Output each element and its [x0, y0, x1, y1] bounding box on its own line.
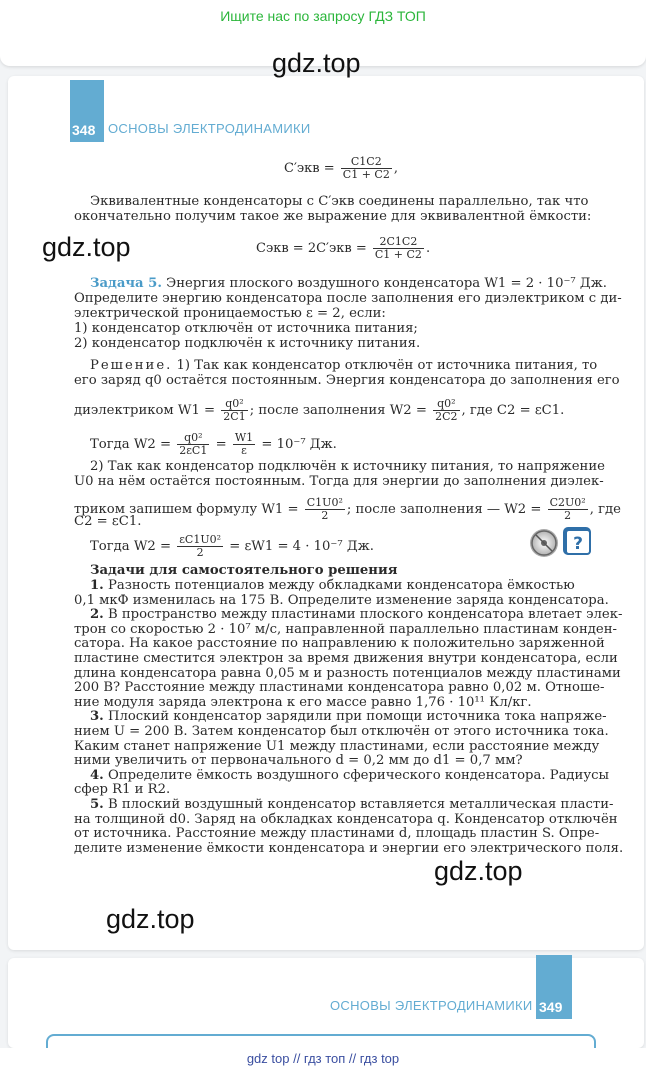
- problem-text: 0,1 мкФ изменилась на 175 В. Определите изменение заряда конденсатора.: [74, 592, 609, 608]
- equation-c-prime: [284, 156, 398, 181]
- task5-line3: электрической проницаемостью ε = 2, если:: [74, 306, 386, 321]
- sol-where: , где C2 = εC1.: [461, 403, 565, 418]
- sol-t2-res: = εW1 = 4 · 10⁻⁷ Дж.: [229, 539, 374, 554]
- self-study-line: [90, 768, 609, 783]
- problem-text: 200 В? Расстояние между пластинами конденсатора равно 0,02 м. Отноше-: [74, 680, 605, 696]
- sol-w2: W2 =: [389, 403, 427, 418]
- sol-t1-den: 2εC1: [179, 444, 208, 457]
- solution-line2: его заряд q0 остаётся постоянным. Энергия конденсатора до заполнения его: [74, 373, 620, 388]
- problem-text: сфер R1 и R2.: [74, 782, 171, 798]
- problem-text: ние модуля заряда электрона к его массе равно 1,76 · 10¹¹ Кл/кг.: [74, 694, 532, 710]
- sol-dielectric: диэлектриком: [74, 403, 174, 418]
- problem-number: 1.: [90, 578, 104, 593]
- footer-bar: [0, 1048, 646, 1076]
- problem-text: Плоский конденсатор зарядили при помощи источника тока напряже-: [103, 709, 607, 725]
- sol-w1-den: 2C1: [223, 410, 246, 423]
- problem-number: 5.: [90, 797, 104, 812]
- sol-w2-den: 2C2: [435, 410, 458, 423]
- sol-t1-lhs: W2 =: [133, 437, 172, 452]
- problem-text: делите изменение ёмкости конденсатора и энергии его электрического поля.: [74, 840, 624, 856]
- eq1-end: ,: [393, 161, 398, 176]
- task5-line5: 2) конденсатор подключён к источнику питания.: [74, 336, 421, 351]
- sol-t1-res: = 10⁻⁷ Дж.: [261, 437, 337, 452]
- sol-t2-den: 2: [196, 546, 204, 559]
- solution-line6: U0 на нём остаётся постоянным. Тогда для энергии до заполнения диэлек-: [74, 474, 604, 489]
- eq1-den: C1 + C2: [342, 168, 390, 181]
- page-number-block: [70, 80, 104, 142]
- solution-text1: 1) Так как конденсатор отключён от источника питания, то: [176, 358, 598, 373]
- eq2-num: 2C1C2: [373, 236, 424, 249]
- self-study-line: [74, 636, 605, 651]
- problem-number: 2.: [90, 607, 104, 623]
- watermark: gdz.top: [272, 48, 361, 78]
- self-study-line: [74, 680, 604, 695]
- para1-line1: Эквивалентные конденсаторы с C′экв соединены параллельно, так что: [90, 194, 589, 209]
- eq2-den: C1 + C2: [374, 248, 422, 261]
- problem-text: В пространство между пластинами плоского конденсатора влетает элек-: [103, 607, 623, 623]
- sol-w1: W1 =: [177, 403, 216, 418]
- solution-line7: [74, 497, 621, 522]
- task5-label: Задача 5.: [90, 276, 162, 291]
- sol-t1-num: q0²: [177, 432, 209, 445]
- help-question-icon[interactable]: [563, 527, 591, 555]
- eq2-lhs: Cэкв = 2C′экв =: [256, 241, 367, 256]
- problem-text: нием U = 200 В. Затем конденсатор был отключён от этого источника тока.: [74, 724, 609, 739]
- solution-label: Решение.: [90, 358, 173, 373]
- self-study-line: [74, 739, 599, 754]
- problem-text: сатора. На какое расстояние по направлению к положительно заряженной: [74, 636, 605, 652]
- self-study-line: [90, 607, 622, 622]
- watermark: gdz.top: [106, 904, 195, 934]
- problem-text: В плоский воздушный конденсатор вставляется металлическая пласти-: [103, 797, 614, 812]
- solution-line3: [74, 398, 564, 423]
- problem-text: ними увеличить от первоначального d = 0,2 мм до d1 = 0,7 мм?: [74, 753, 523, 769]
- task5-text1: Энергия плоского воздушного конденсатора W1 = 2 · 10⁻⁷ Дж.: [166, 276, 607, 291]
- sol-w1-num: q0²: [221, 398, 247, 411]
- banner-text[interactable]: Ищите нас по запросу ГДЗ ТОП: [220, 8, 426, 24]
- problem-number: 4.: [90, 767, 104, 783]
- sol-w1b: W1 =: [261, 502, 299, 517]
- sol-after2: ; после заполнения —: [346, 502, 501, 517]
- sol-t1-num2: W1: [234, 431, 254, 444]
- sol-t1-eq: =: [215, 437, 227, 452]
- self-study-line: [74, 812, 618, 827]
- task5-line1: [90, 276, 607, 291]
- eq2-end: .: [425, 241, 431, 256]
- self-study-line: [74, 695, 532, 710]
- self-study-line: [74, 651, 618, 666]
- sol-w1b-num: C1U0²: [306, 496, 343, 509]
- problem-text: Определите ёмкость воздушного сферического конденсатора. Радиусы: [103, 767, 609, 783]
- self-study-line: [90, 709, 607, 724]
- self-study-line: [74, 782, 170, 797]
- sol-t1-den2: ε: [241, 444, 247, 457]
- problem-text: пластине сместится электрон за время движения внутри конденсатора, если: [74, 651, 618, 666]
- para1-line2: окончательно получим такое же выражение для эквивалентной ёмкости:: [74, 209, 592, 224]
- problem-text: Разность потенциалов между обкладками конденсатора ёмкостью: [103, 578, 575, 593]
- sol-where2: , где: [589, 502, 621, 517]
- solution-line1: [90, 358, 597, 373]
- sol-then1: Тогда: [90, 437, 130, 452]
- sol-t2-num: εC1U0²: [179, 533, 222, 546]
- eq1-lhs: C′экв =: [284, 161, 335, 176]
- self-study-line: [90, 578, 575, 593]
- self-study-line: [74, 666, 621, 681]
- solution-line9: [90, 534, 374, 559]
- self-study-line: [74, 753, 523, 768]
- self-study-line: [74, 841, 623, 856]
- page2-running-head: ОСНОВЫ ЭЛЕКТРОДИНАМИКИ: [330, 998, 533, 1013]
- sol-t2-lhs: W2 =: [133, 539, 172, 554]
- sol-then2: Тогда: [90, 539, 130, 554]
- self-study-line: [74, 593, 609, 608]
- problem-text: Каким станет напряжение U1 между пластинами, если расстояние между: [74, 738, 600, 754]
- page-number: 348: [72, 122, 96, 138]
- task5-line2: Определите энергию конденсатора после заполнения его диэлектриком с ди-: [74, 291, 622, 306]
- footer-links[interactable]: gdz top // гдз топ // гдз top: [246, 1051, 400, 1066]
- problem-text: длина конденсатора равна 0,05 м и разность потенциалов между пластинами: [74, 665, 621, 681]
- solution-line4: [90, 432, 337, 457]
- task5-line4: 1) конденсатор отключён от источника питания;: [74, 321, 418, 336]
- solution-line8: C2 = εC1.: [74, 514, 142, 529]
- sol-formula: триком запишем формулу: [74, 502, 258, 517]
- self-study-title: Задачи для самостоятельного решения: [90, 563, 398, 578]
- page2-number: 349: [539, 999, 563, 1015]
- running-head: ОСНОВЫ ЭЛЕКТРОДИНАМИКИ: [108, 121, 311, 136]
- sol-after: ; после заполнения: [249, 403, 386, 418]
- self-study-line: [74, 826, 599, 841]
- svg-text:?: ?: [573, 534, 583, 554]
- disc-icon[interactable]: [530, 529, 558, 557]
- self-study-line: [74, 622, 617, 637]
- sol-w2b-num: C2U0²: [549, 496, 586, 509]
- eq1-num: C1C2: [341, 156, 392, 169]
- sol-w2-num: q0²: [433, 398, 459, 411]
- problem-text: от источника. Расстояние между пластинами d, площадь пластин S. Опре-: [74, 826, 600, 842]
- watermark: gdz.top: [42, 232, 131, 262]
- problem-number: 3.: [90, 709, 104, 725]
- watermark: gdz.top: [434, 856, 523, 886]
- problem-text: трон со скоростью 2 · 10⁷ м/с, направленной параллельно пластинам конден-: [74, 621, 617, 637]
- self-study-line: [90, 797, 613, 812]
- equation-c-eq: [256, 236, 430, 261]
- sol-w2b: W2 =: [504, 502, 542, 517]
- sol-w1b-den: 2: [321, 509, 329, 522]
- page2-number-block: [536, 955, 572, 1019]
- solution-line5: 2) Так как конденсатор подключён к источнику питания, то напряжение: [90, 459, 605, 474]
- problem-text: на толщиной d0. Заряд на обкладках конденсатора q. Конденсатор отключён: [74, 811, 618, 827]
- self-study-line: [74, 724, 609, 739]
- sol-w2b-den: 2: [564, 509, 572, 522]
